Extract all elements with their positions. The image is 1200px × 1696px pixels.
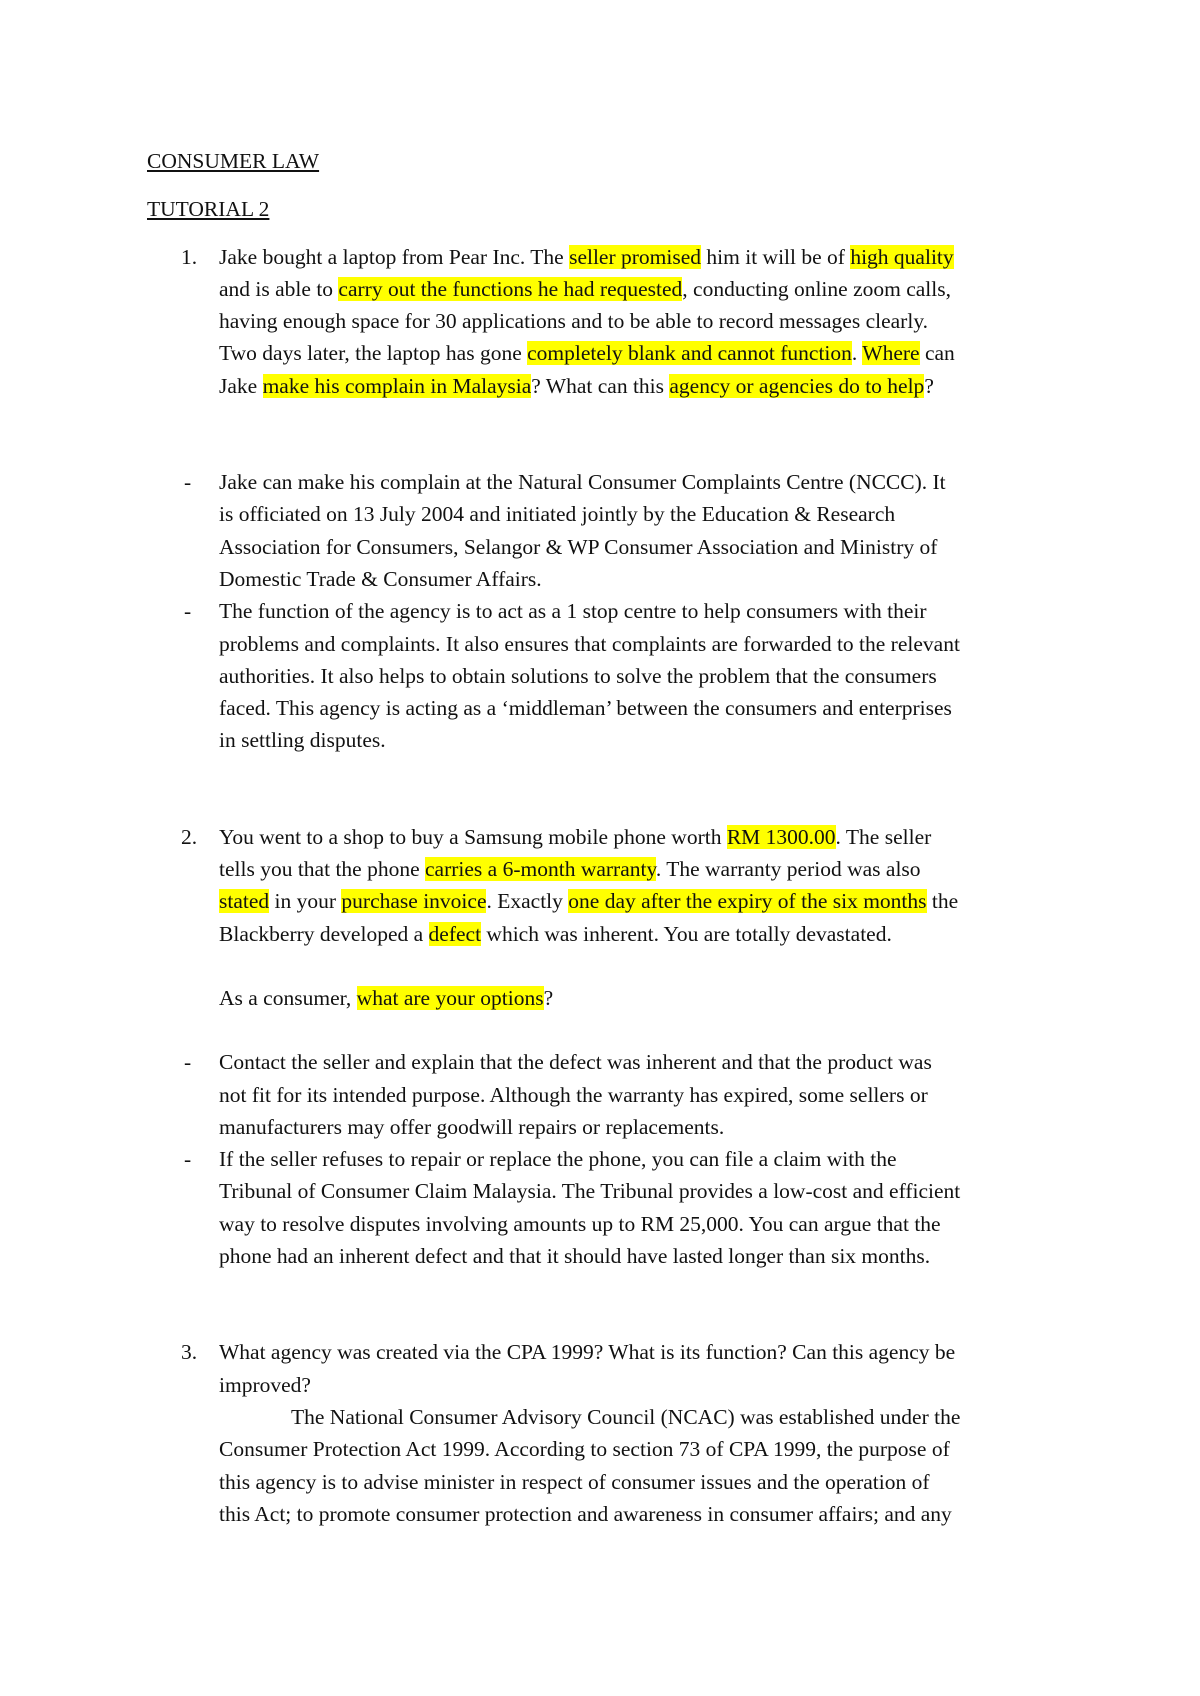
question-number: 2. — [181, 824, 198, 849]
question-1-line: and is able to carry out the functions he had requested, conducting online zoom calls, — [219, 276, 951, 301]
answer-2-point-1: - Contact the seller and explain that the defect was inherent and that the product was not fit for its intended purpose. Although the warranty has expired, some sellers or manufacturers may offer goodwill repairs or replacements. — [147, 1046, 1067, 1143]
highlight: make his complain in Malaysia — [262, 373, 532, 398]
question-1-line: Two days later, the laptop has gone completely blank and cannot function. Where can — [219, 341, 955, 366]
answer-3-text: The National Consumer Advisory Council (NCAC) was established under the — [291, 1404, 961, 1429]
question-number: 1. — [181, 244, 198, 269]
question-1-line: Jake make his complain in Malaysia? What can this agency or agencies do to help? — [219, 373, 934, 398]
question-2: 2. You went to a shop to buy a Samsung mobile phone worth RM 1300.00. The seller tells you that the phone carries a 6-month warranty. The warranty period was also stated in your purchase invoice. Exactly one day after the expiry of the six months the Blackberry developed a defect which was inherent. You are totally devastated. — [147, 821, 1067, 950]
highlight: Where — [862, 341, 920, 366]
answer-2-point-2: - If the seller refuses to repair or replace the phone, you can file a claim with the Tribunal of Consumer Claim Malaysia. The Tribunal provides a low-cost and efficient way to resolve disputes involving amounts up to RM 25,000. You can argue that the phone had an inherent defect and that it should have lasted longer than six months. — [147, 1143, 1067, 1272]
bullet-dash: - — [184, 470, 192, 495]
bullet-dash: - — [184, 599, 192, 624]
document-title: CONSUMER LAW — [147, 149, 320, 173]
highlight: agency or agencies do to help — [669, 373, 925, 398]
answer-1-point-2: - The function of the agency is to act as a 1 stop centre to help consumers with their problems and complaints. It also ensures that complaints are forwarded to the relevant authorities. It also helps to obtain solutions to solve the problem that the consumers faced. This agency is acting as a ‘middleman’ between the consumers and enterprises in settling disputes. — [147, 595, 1067, 756]
question-1-line: having enough space for 30 applications and to be able to record messages clearly. — [219, 309, 929, 334]
answer-1-point-1: - Jake can make his complain at the Natural Consumer Complaints Centre (NCCC). It is officiated on 13 July 2004 and initiated jointly by the Education & Research Association for Consumers, Selangor & WP Consumer Association and Ministry of Domestic Trade & Consumer Affairs. — [147, 466, 1067, 595]
question-3: 3. What agency was created via the CPA 1999? What is its function? Can this agency be improved? The National Consumer Advisory Council (NCAC) was established under the Consumer Protection Act 1999. According to section 73 of CPA 1999, the purpose of this agency is to advise minister in respect of consumer issues and the operation of this Act; to promote consumer protection and awareness in consumer affairs; and any — [147, 1336, 1067, 1530]
question-number: 3. — [181, 1340, 198, 1365]
highlight: RM 1300.00 — [726, 824, 836, 849]
bullet-dash: - — [184, 1147, 192, 1172]
question-2-subquestion: As a consumer, what are your options? — [219, 985, 554, 1010]
document-body — [147, 145, 1067, 1530]
highlight: carry out the functions he had requested — [338, 276, 683, 301]
highlight: defect — [428, 921, 482, 946]
highlight: stated — [219, 889, 270, 914]
question-1-line: Jake bought a laptop from Pear Inc. The seller promised him it will be of high quality — [219, 244, 954, 269]
highlight: carries a 6-month warranty — [425, 857, 656, 882]
highlight: purchase invoice — [341, 889, 487, 914]
highlight: seller promised — [569, 244, 702, 269]
bullet-dash: - — [184, 1050, 192, 1075]
highlight: high quality — [850, 244, 954, 269]
highlight: what are your options — [356, 985, 544, 1010]
question-1 — [147, 241, 1067, 402]
highlight: one day after the expiry of the six months — [568, 889, 927, 914]
highlight: completely blank and cannot function — [527, 341, 852, 366]
tutorial-heading: TUTORIAL 2 — [147, 197, 270, 222]
